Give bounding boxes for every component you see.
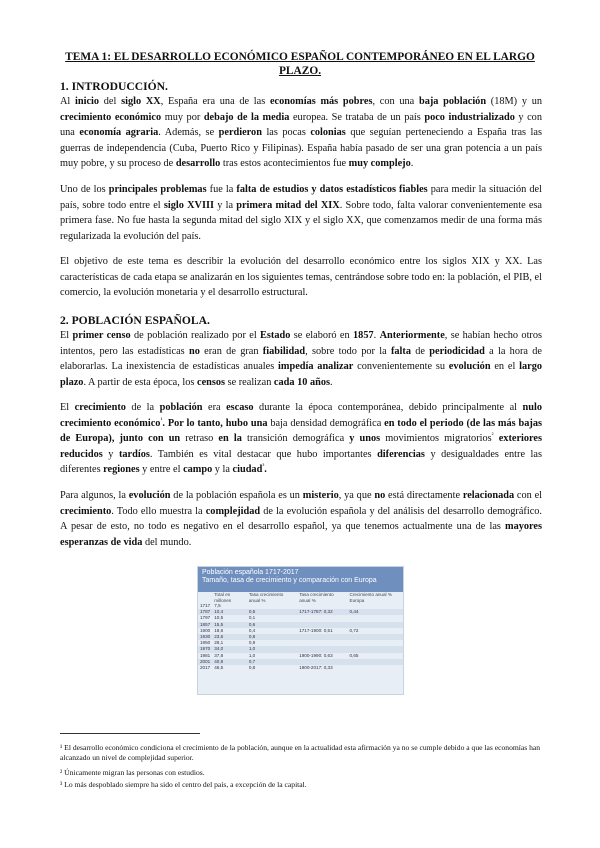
table-cell: 1970	[200, 646, 211, 652]
footnote-divider	[60, 733, 200, 734]
paragraph: El objetivo de este tema es describir la evolución del desarrollo económico entre los siglos XIX y XX. Las características de cada etapa se analizarán en los siguientes temas, centrándose sobre todo en: la población, el PIB, el comercio, la evolución monetaria y el desarrollo estructural.	[60, 256, 542, 299]
bold-term: mayores esperanzas de vida	[60, 521, 542, 548]
text-run: transición demográfica	[246, 433, 345, 445]
bold-term: Anteriormente	[379, 330, 445, 341]
text-run: de	[410, 345, 430, 357]
figure-header	[198, 567, 403, 592]
table-cell: 0,9	[248, 640, 256, 646]
section-heading-introduccion: 1. INTRODUCCIÓN.	[60, 80, 168, 93]
table-cell: 46,5	[214, 665, 224, 671]
table-cell: 0,8	[248, 665, 256, 671]
bold-term: no	[374, 490, 386, 501]
bold-term: perdieron	[218, 127, 262, 139]
table-cell: 10,5	[214, 615, 224, 621]
bold-term: censos	[197, 376, 226, 388]
paragraph	[60, 400, 542, 478]
table-cell: 0,5	[247, 609, 297, 615]
text-run: que seguían perteneciendo a España tras las guerras de independencia (Cuba, Puerto Rico y Filipinas). España había pasado de ser una gran potencia a un país muy pobre, y su proceso de	[60, 127, 542, 170]
table-cell: 1,0	[247, 646, 297, 652]
paragraph	[60, 182, 542, 244]
text-run: fue la	[206, 184, 237, 195]
text-run: con el	[514, 490, 543, 501]
footnote-marker: ¹	[160, 416, 163, 424]
table-cell: 2001	[200, 658, 211, 664]
text-run: Para algunos, la	[60, 490, 129, 501]
text-run: , España era una de las	[160, 96, 270, 107]
bold-term: economías más pobres	[269, 96, 373, 107]
table-cell: 28,1	[214, 640, 224, 646]
bold-term: fiabilidad	[262, 345, 306, 357]
bold-term: 1857	[353, 330, 374, 341]
table-cell: 18,6	[214, 627, 224, 633]
text-run: está directamente	[385, 490, 463, 501]
section-heading-poblacion: 2. POBLACIÓN ESPAÑOLA.	[60, 314, 210, 327]
table-cell: 1717	[200, 603, 211, 608]
table-cell: 0,44	[348, 609, 403, 615]
table-cell: 1900	[200, 627, 211, 633]
bold-term: inicio	[75, 96, 100, 107]
text-run: .	[330, 376, 333, 388]
text-run: baja densidad demográfica	[270, 417, 382, 429]
text-run: se elaboró en	[290, 330, 354, 341]
bold-term: Estado	[260, 330, 291, 341]
paragraph	[60, 488, 542, 550]
bold-term: crecimiento	[60, 505, 112, 517]
table-cell: 1,0	[248, 652, 256, 658]
bold-term: primera mitad del XIX	[236, 199, 340, 211]
table-cell	[348, 665, 403, 671]
figure-title: Población española 1717-2017	[202, 569, 299, 576]
bold-term: evolución	[128, 490, 171, 501]
bold-term: economía agraria	[79, 127, 159, 139]
table-cell: 1900-2017: 0,33	[299, 665, 333, 671]
bold-term: en la	[213, 433, 247, 445]
bold-term: crecimiento	[74, 402, 126, 413]
column-header: Tasa crecimiento anual %	[299, 592, 334, 603]
bold-term: impedía analizar	[278, 361, 354, 373]
table-cell: 0,4	[248, 627, 256, 633]
table-cell: 1950	[200, 640, 211, 646]
bold-term: largo plazo	[60, 361, 542, 388]
bold-term: ciudad	[232, 464, 263, 476]
table-cell: 0,8	[247, 634, 297, 640]
bold-term: exteriores reducidos	[60, 433, 542, 460]
bold-term: baja población	[418, 96, 487, 107]
text-run: durante la época contemporánea, debido principalmente al	[253, 402, 523, 413]
table-cell: 1787	[200, 609, 211, 615]
text-run: del	[99, 96, 122, 107]
text-run: a la hora de elaborarlas. La inexistencia de estadísticas anuales	[60, 345, 542, 373]
table-cell: 1981	[200, 652, 211, 658]
text-run: , ya que	[338, 490, 375, 501]
text-run: de la evolución española y del análisis del desarrollo demográfico. A pesar de esto, no todo es negativo en el desarrollo español, ya que tenemos actualmente una de las	[60, 505, 542, 533]
text-run: . Todo ello muestra la	[111, 505, 206, 517]
text-run: del mundo.	[142, 536, 192, 548]
text-run: y la	[214, 199, 237, 211]
table-cell: 0,65	[349, 652, 359, 658]
text-run: , se habían hecho otros intentos, pero las estadísticas	[60, 330, 543, 357]
table-cell: 40,8	[212, 659, 247, 665]
bold-term: regiones	[103, 464, 140, 476]
text-run: tras estos acontecimientos fue	[220, 158, 349, 170]
bold-term: debajo de la media	[203, 111, 290, 123]
table-cell: 37,8	[214, 652, 224, 658]
bold-term: no	[188, 345, 200, 357]
text-run: era	[202, 402, 227, 413]
population-table	[198, 592, 403, 671]
table-cell: 0,7	[247, 659, 297, 665]
column-header: Tasa crecimiento anual %	[248, 592, 284, 603]
bold-term: periodicidad	[429, 345, 485, 357]
text-run: para medir la situación del país, sobre todo entre el	[60, 184, 542, 211]
paragraph	[60, 94, 542, 172]
table-cell: 0,6	[247, 622, 297, 628]
bold-term: poco industrializado	[424, 111, 515, 123]
text-run: . Además, se	[158, 127, 219, 139]
text-run: en el	[490, 361, 520, 373]
text-run: .	[373, 330, 380, 341]
table-cell: 7,5	[214, 603, 221, 608]
text-run: eran de gran	[199, 345, 263, 357]
text-run: . También es vital destacar que hubo importantes	[149, 448, 378, 460]
text-run: Al	[60, 96, 76, 107]
text-run: , con una	[372, 96, 419, 107]
text-run: europea. Se trataba de un país	[289, 111, 425, 123]
text-run: y	[102, 448, 119, 460]
text-run: El	[60, 402, 75, 413]
population-table-image	[197, 566, 404, 695]
text-run: . A partir de esta época, los	[83, 376, 197, 388]
bold-term: siglo XX	[121, 96, 161, 107]
bold-term: falta de estudios y datos estadísticos fiables	[236, 184, 428, 195]
footnote: ³ Lo más despoblado siempre ha sido el centro del país, a excepción de la capital.	[60, 780, 307, 789]
bold-term: cada 10 años	[273, 376, 330, 388]
text-run: .	[410, 158, 414, 170]
document-title: TEMA 1: EL DESARROLLO ECONÓMICO ESPAÑOL CONTEMPORÁNEO EN EL LARGO PLAZO.	[65, 51, 535, 77]
text-run: de población realizado por el	[130, 330, 261, 341]
bold-term: población	[159, 402, 203, 413]
text-run: convenientemente su	[353, 361, 449, 373]
table-cell: 1797	[200, 615, 211, 621]
table-cell: 0,1	[248, 615, 256, 621]
table-cell: 10,4	[212, 609, 247, 615]
footnote-marker: ³	[262, 462, 265, 470]
bold-term: . Por lo tanto, hubo una	[162, 417, 271, 429]
column-header: Total en millones	[214, 592, 232, 603]
text-run: movimientos migratorios	[385, 433, 492, 445]
text-run: y la	[212, 464, 233, 476]
paragraph	[60, 328, 542, 390]
text-run: (18M) y un	[486, 96, 542, 107]
column-header: Crecimiento anual % Europa	[349, 592, 392, 603]
bold-term: desarrollo	[175, 158, 221, 170]
bold-term: tardíos	[118, 448, 150, 460]
bold-term: y unos	[344, 433, 386, 445]
table-cell: 34,0	[212, 646, 247, 652]
bold-term: falta	[390, 345, 411, 357]
figure-subtitle: Tamaño, tasa de crecimiento y comparación con Europa	[202, 577, 377, 584]
bold-term: muy complejo	[348, 158, 411, 170]
text-run: retraso	[185, 433, 214, 445]
footnote: ¹ El desarrollo económico condiciona el crecimiento de la población, aunque en la actualidad esta afirmación ya no se cumple debido a que las economías han alcanzado un nivel de complejidad superior.	[60, 743, 541, 763]
bold-term: evolución	[448, 361, 491, 373]
table-cell: 1900-1990: 0,63	[299, 652, 333, 658]
text-run: y desigualdades entre las diferentes	[60, 448, 542, 476]
table-row	[198, 665, 403, 671]
bold-term: misterio	[302, 490, 339, 501]
bold-term: primer censo	[72, 330, 131, 341]
table-cell: 1857	[200, 621, 211, 627]
text-run: de la población española es un	[170, 490, 303, 501]
text-run: y entre el	[139, 464, 184, 476]
bold-term: siglo XVIII	[163, 199, 215, 211]
table-cell: 1717-1900: 0,51	[299, 627, 333, 633]
text-run: y con una	[60, 111, 542, 139]
text-run: de la	[125, 402, 160, 413]
bold-term: escaso	[226, 402, 254, 413]
table-cell: 15,5	[212, 622, 247, 628]
footnote-marker: ²	[491, 431, 494, 439]
text-run: muy por	[161, 111, 204, 123]
text-run: las pocas	[261, 127, 311, 139]
text-run: se realizan	[225, 376, 274, 388]
bold-term: complejidad	[205, 505, 261, 517]
bold-term: relacionada	[462, 490, 515, 501]
text-run: . Sobre todo, falta valorar convenientemente esa primera fase. No fue hasta la segunda mitad del siglo XIX y el siglo XX, que comenzamos medir de una forma más regularizada la evolución del país.	[60, 199, 542, 242]
text-run: , sobre todo por la	[305, 345, 391, 357]
bold-term: .	[264, 464, 267, 476]
bold-term: colonias	[310, 127, 346, 139]
text-run: Uno de los	[60, 184, 109, 195]
bold-term: en todo el periodo (de las más bajas de Europa), junto con un	[60, 417, 542, 445]
text-run: El	[60, 330, 73, 341]
footnote: ² Únicamente migran las personas con estudios.	[60, 768, 205, 777]
table-cell: 2017	[200, 665, 211, 671]
bold-term: crecimiento económico	[60, 111, 162, 123]
table-cell: 23,6	[212, 634, 247, 640]
bold-term: nulo crecimiento económico	[60, 402, 543, 429]
bold-term: campo	[183, 464, 213, 476]
table-cell: 1930	[200, 634, 211, 640]
bold-term: diferencias	[377, 448, 425, 460]
table-cell: 0,72	[349, 627, 359, 633]
table-cell: 1717-1787: 0,32	[297, 609, 347, 615]
bold-term: principales problemas	[108, 184, 207, 195]
